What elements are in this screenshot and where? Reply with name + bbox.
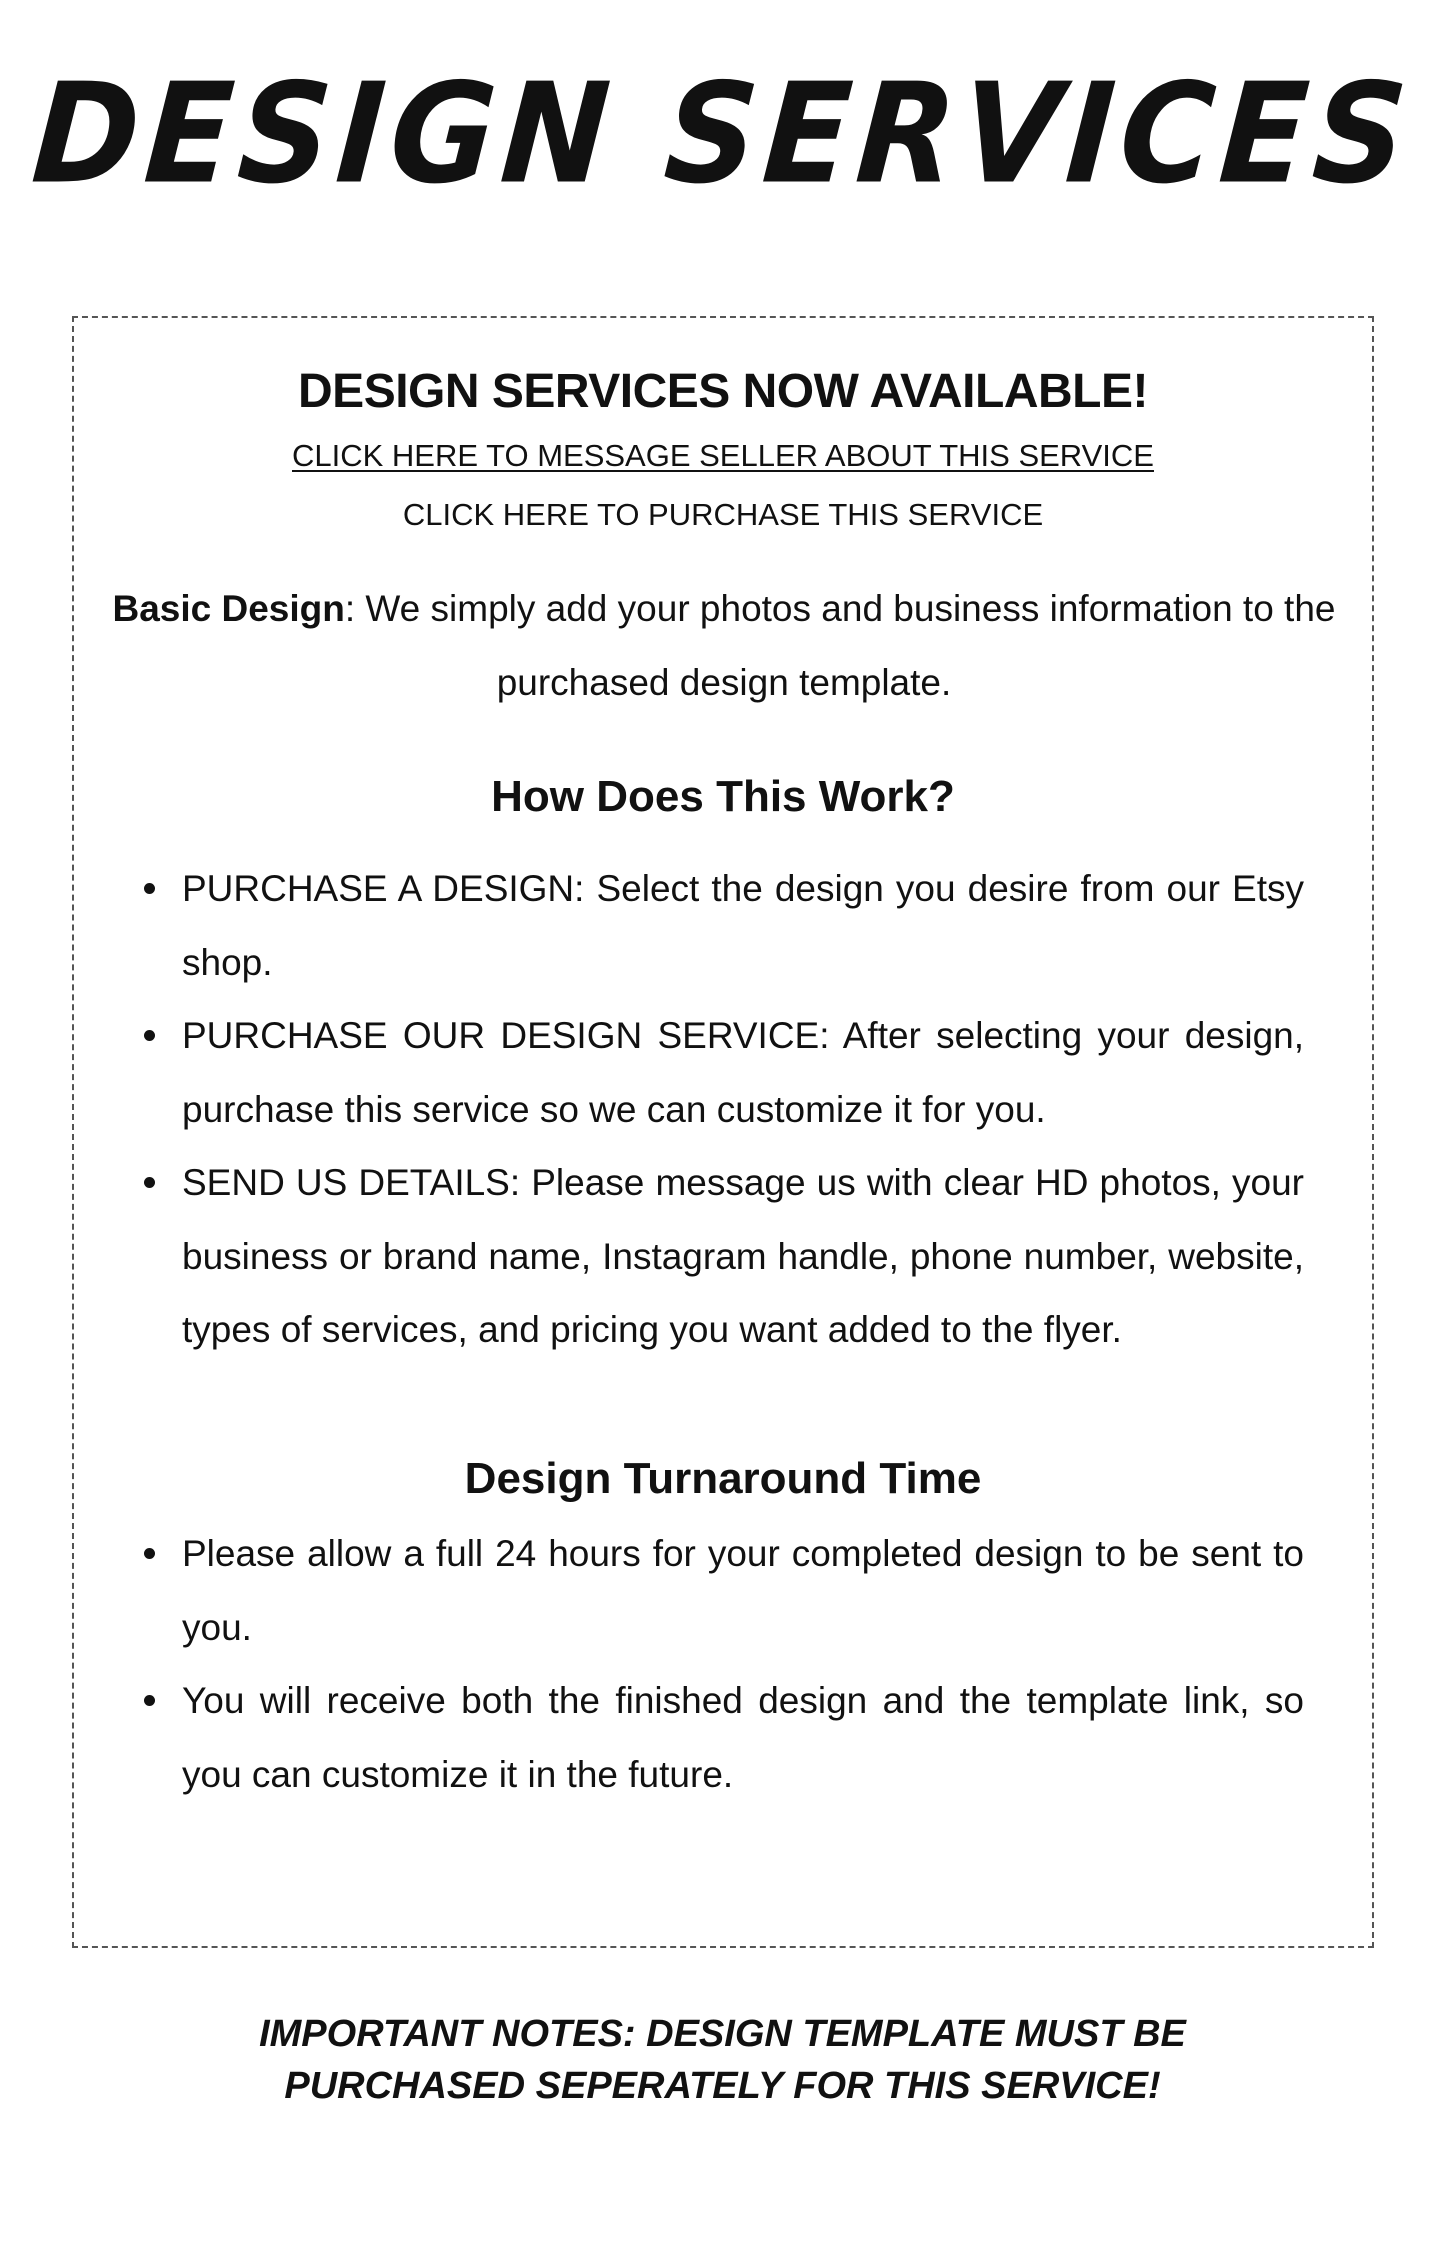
basic-design-label: Basic Design — [112, 588, 345, 629]
bullet-icon — [144, 883, 155, 894]
bullet-icon — [144, 1548, 155, 1559]
service-info-card — [72, 316, 1374, 1948]
how-it-works-heading: How Does This Work? — [491, 772, 955, 821]
message-seller-link-row — [74, 436, 1372, 476]
turnaround-heading: Design Turnaround Time — [464, 1454, 982, 1503]
list-item-text: PURCHASE OUR DESIGN SERVICE: After selecting your design, purchase this service so we can customize it for you. — [182, 1015, 1304, 1130]
purchase-service-link[interactable]: CLICK HERE TO PURCHASE THIS SERVICE — [402, 497, 1044, 532]
card-heading: DESIGN SERVICES NOW AVAILABLE! — [298, 365, 1148, 418]
important-notes — [0, 2008, 1445, 2112]
list-item-text: Please allow a full 24 hours for your completed design to be sent to you. — [182, 1533, 1304, 1648]
list-item — [182, 852, 1304, 999]
list-item-text: SEND US DETAILS: Please message us with clear HD photos, your business or brand name, Instagram handle, phone number, website, types of services, and pricing you want added to the flyer. — [182, 1162, 1304, 1350]
bullet-icon — [144, 1030, 155, 1041]
how-it-works-list — [182, 852, 1304, 1367]
page-title: DESIGN SERVICES — [27, 53, 1418, 215]
list-item — [182, 1146, 1304, 1367]
important-notes-line-2: PURCHASED SEPERATELY FOR THIS SERVICE! — [284, 2065, 1161, 2107]
basic-design-description — [104, 572, 1344, 720]
turnaround-list — [182, 1517, 1304, 1811]
bullet-icon — [144, 1177, 155, 1188]
list-item-text: You will receive both the finished design and the template link, so you can customize it in the future. — [182, 1680, 1304, 1795]
message-seller-link[interactable]: CLICK HERE TO MESSAGE SELLER ABOUT THIS SERVICE — [292, 438, 1154, 473]
list-item — [182, 1664, 1304, 1811]
list-item — [182, 1517, 1304, 1664]
bullet-icon — [144, 1695, 155, 1706]
list-item — [182, 999, 1304, 1146]
basic-design-text: : We simply add your photos and business information to the purchased design template. — [344, 588, 1336, 703]
important-notes-line-1: IMPORTANT NOTES: DESIGN TEMPLATE MUST BE — [259, 2013, 1186, 2055]
list-item-text: PURCHASE A DESIGN: Select the design you desire from our Etsy shop. — [182, 868, 1304, 983]
purchase-service-link-row — [74, 495, 1372, 535]
